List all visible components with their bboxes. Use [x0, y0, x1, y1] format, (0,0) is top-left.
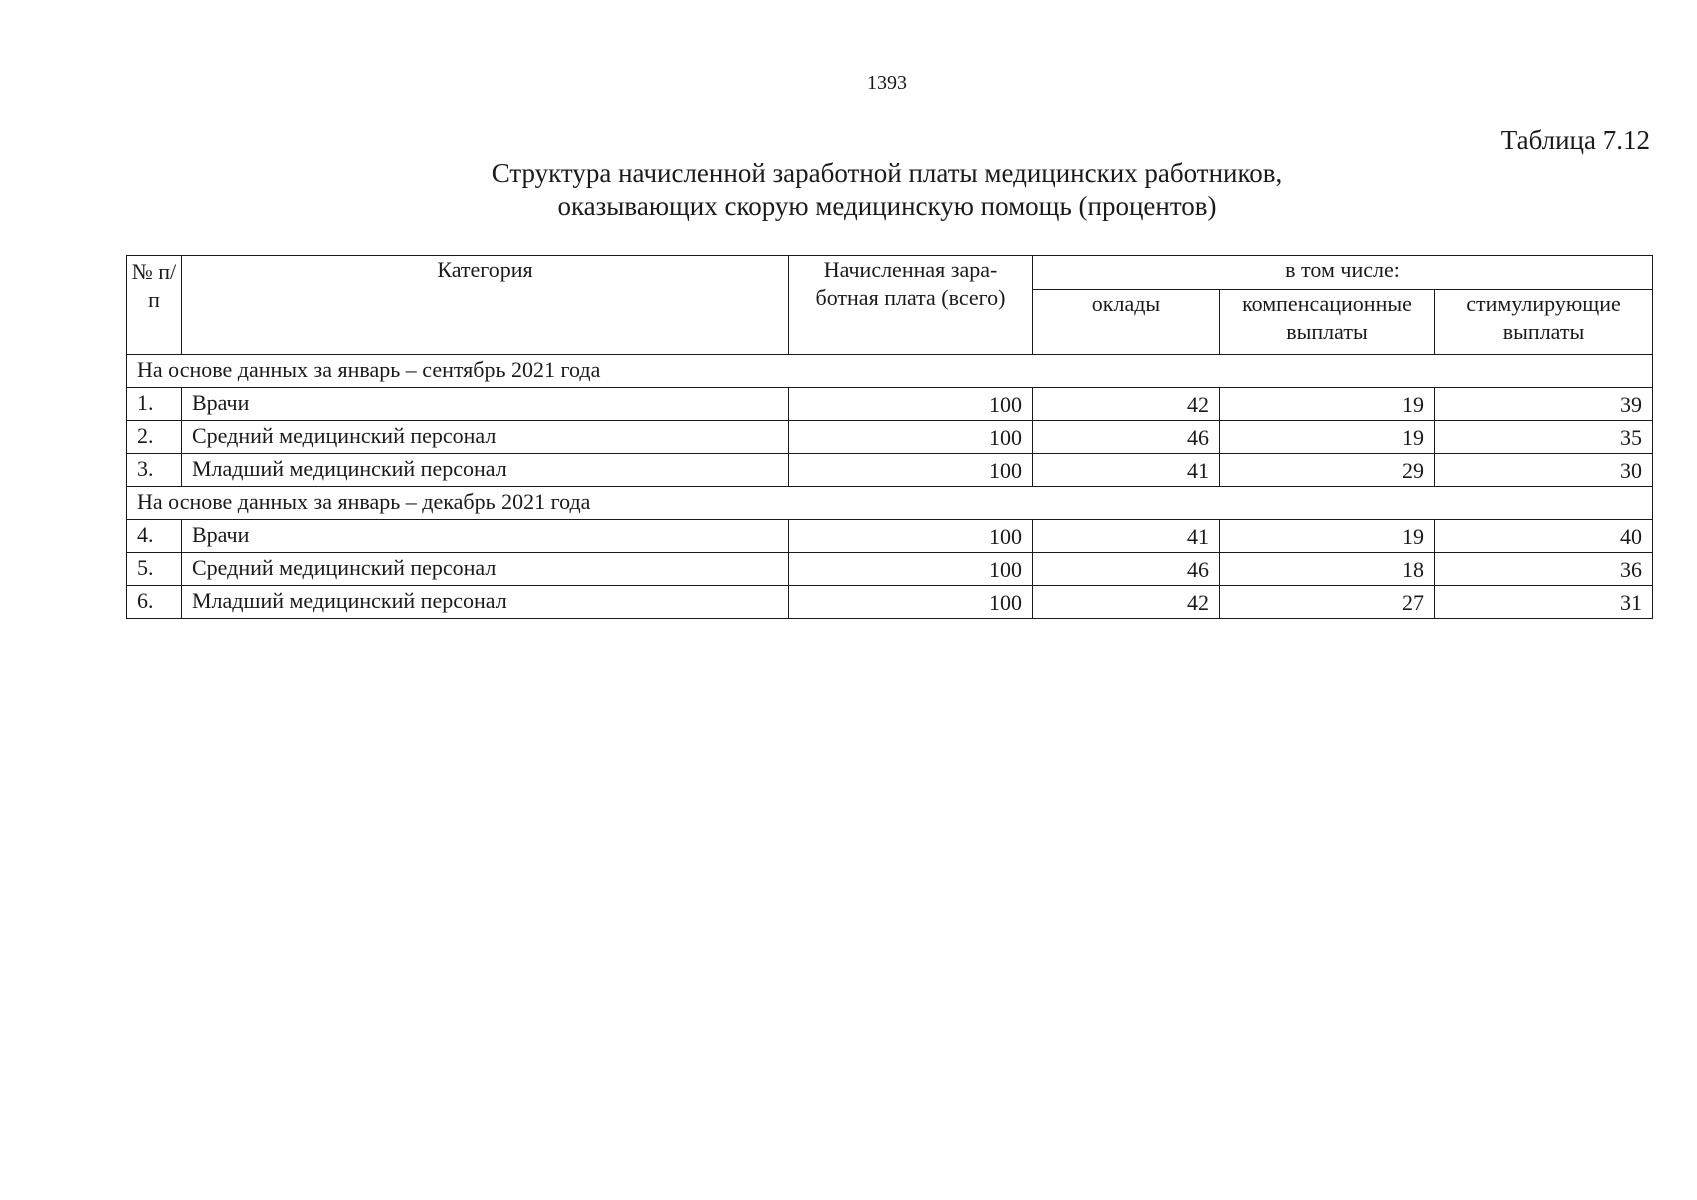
- row-salaries: 46: [1033, 421, 1220, 454]
- table-row: [127, 388, 1653, 421]
- row-compensation: 18: [1220, 553, 1435, 586]
- table-row: [127, 520, 1653, 553]
- salary-structure-table: [126, 255, 1653, 619]
- row-number: 6.: [127, 586, 182, 619]
- header-row: [127, 256, 1653, 290]
- row-number: 3.: [127, 454, 182, 487]
- row-incentive: 36: [1435, 553, 1653, 586]
- table-label: Таблица 7.12: [1500, 125, 1650, 155]
- table-row: [127, 586, 1653, 619]
- row-incentive: 30: [1435, 454, 1653, 487]
- section-row: [127, 487, 1653, 520]
- page-number: 1393: [867, 72, 907, 94]
- row-compensation: 19: [1220, 421, 1435, 454]
- row-category: Средний медицинский персонал: [182, 553, 789, 586]
- title-line: Структура начисленной заработной платы медицинских работников,: [491, 158, 1283, 188]
- section-label: На основе данных за январь – сентябрь 2021 года: [127, 355, 1653, 388]
- row-salaries: 46: [1033, 553, 1220, 586]
- row-compensation: 19: [1220, 388, 1435, 421]
- row-number: 2.: [127, 421, 182, 454]
- row-number: 1.: [127, 388, 182, 421]
- row-incentive: 35: [1435, 421, 1653, 454]
- header-compensation: компенсационные выплаты: [1220, 290, 1435, 355]
- row-compensation: 29: [1220, 454, 1435, 487]
- row-total: 100: [789, 520, 1033, 553]
- document-title: [0, 157, 1697, 223]
- row-total: 100: [789, 454, 1033, 487]
- table-row: [127, 454, 1653, 487]
- row-incentive: 31: [1435, 586, 1653, 619]
- row-category: Средний медицинский персонал: [182, 421, 789, 454]
- row-number: 4.: [127, 520, 182, 553]
- row-category: Младший медицинский персонал: [182, 586, 789, 619]
- row-category: Врачи: [182, 520, 789, 553]
- row-category: Врачи: [182, 388, 789, 421]
- title-line: оказывающих скорую медицинскую помощь (процентов): [557, 191, 1217, 221]
- row-salaries: 41: [1033, 454, 1220, 487]
- row-category: Младший медицинский персонал: [182, 454, 789, 487]
- header-incentive: стимулирующие выплаты: [1435, 290, 1653, 355]
- row-salaries: 42: [1033, 388, 1220, 421]
- row-compensation: 27: [1220, 586, 1435, 619]
- header-total: Начисленная зара-ботная плата (всего): [789, 256, 1033, 355]
- row-salaries: 41: [1033, 520, 1220, 553]
- row-number: 5.: [127, 553, 182, 586]
- table-row: [127, 553, 1653, 586]
- header-including: в том числе:: [1033, 256, 1653, 290]
- section-label: На основе данных за январь – декабрь 2021 года: [127, 487, 1653, 520]
- row-incentive: 39: [1435, 388, 1653, 421]
- header-number: № п/п: [127, 256, 182, 355]
- row-compensation: 19: [1220, 520, 1435, 553]
- row-incentive: 40: [1435, 520, 1653, 553]
- header-category: Категория: [182, 256, 789, 355]
- row-total: 100: [789, 388, 1033, 421]
- section-row: [127, 355, 1653, 388]
- row-total: 100: [789, 553, 1033, 586]
- row-total: 100: [789, 586, 1033, 619]
- row-salaries: 42: [1033, 586, 1220, 619]
- table-row: [127, 421, 1653, 454]
- header-salaries: оклады: [1033, 290, 1220, 355]
- row-total: 100: [789, 421, 1033, 454]
